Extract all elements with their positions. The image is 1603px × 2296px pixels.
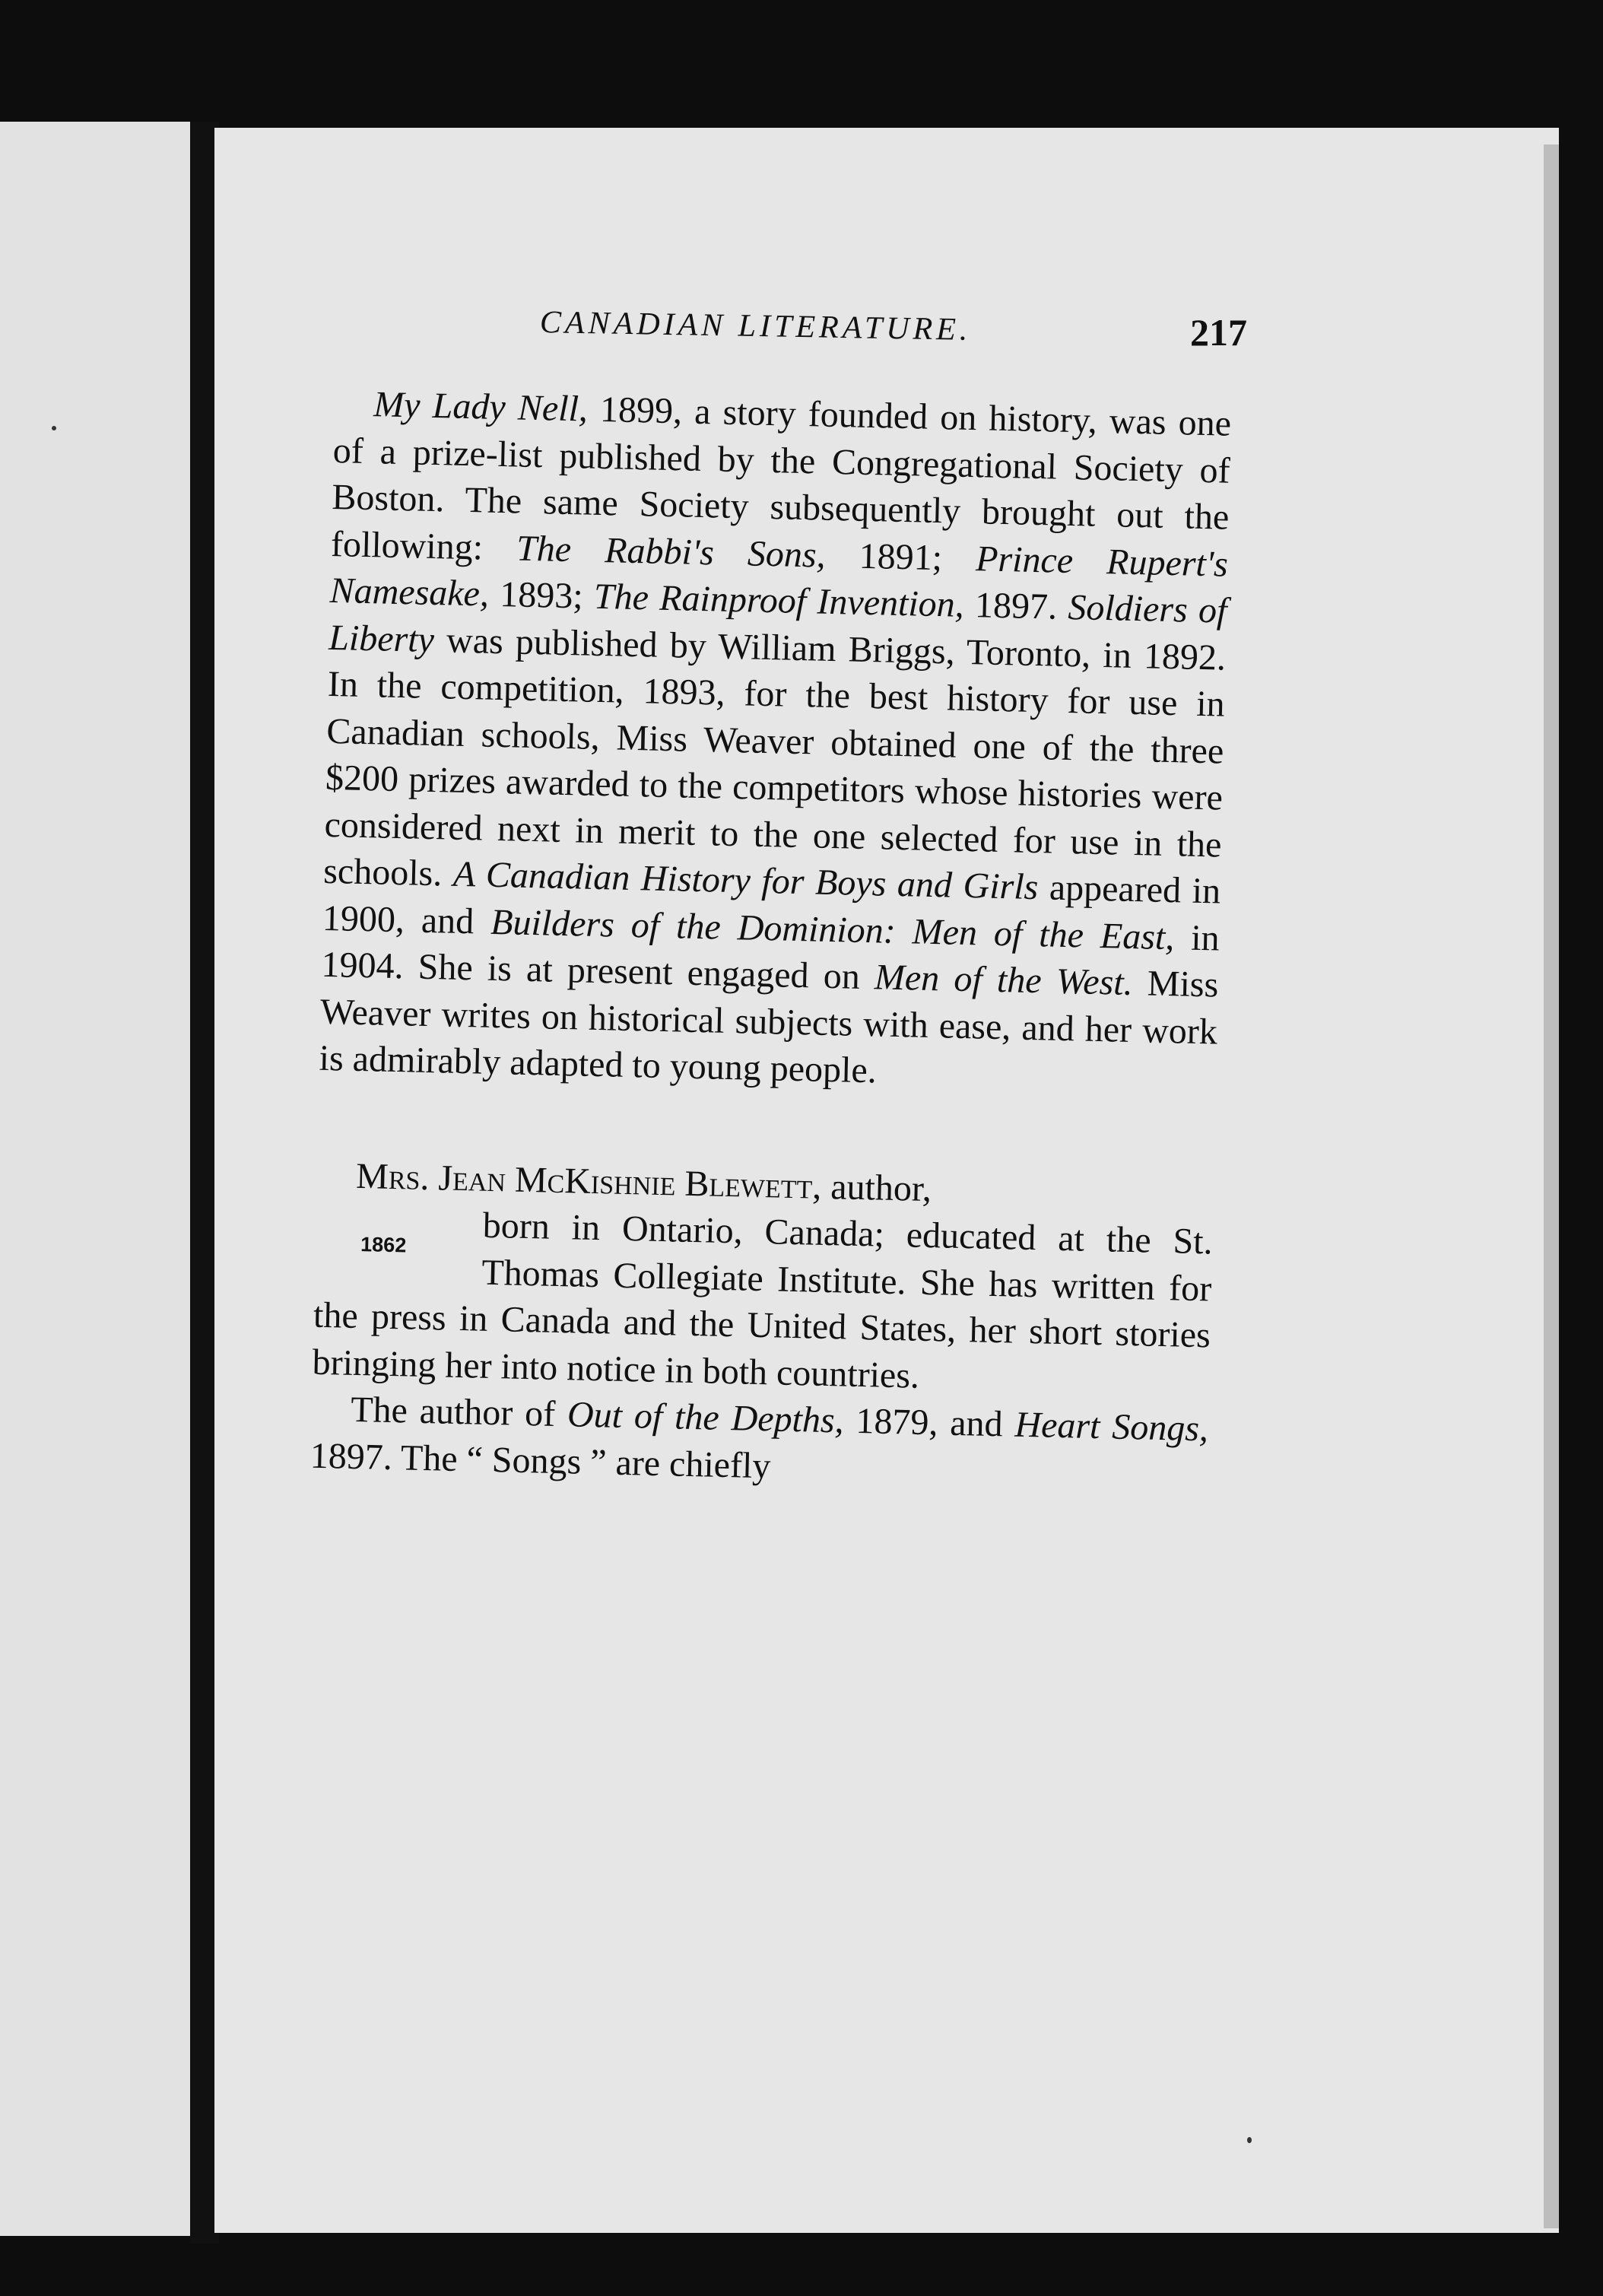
paragraph-weaver [319,380,1232,1102]
entry-name: Mrs. Jean McKishnie Blewett [355,1155,813,1207]
title-canadian-history: A Canadian History for Boys and Girls [452,853,1039,908]
page-edge-shadow [1544,144,1559,2228]
page-header [327,304,1247,365]
title-rabbis-sons: The Rabbi's Sons, [516,527,827,576]
title-builders-of-dominion: Builders of the Dominion: Men of the East, [490,901,1175,957]
text-run: 1893; [488,573,595,617]
text-run: 1897. The “ Songs ” are chiefly [309,1435,771,1486]
title-heart-songs: Heart Songs, [1014,1404,1209,1450]
text-run: 1879, and [843,1400,1016,1445]
text-run: appeared in 1900, and [322,867,1221,942]
page-body [309,380,1231,1499]
running-title: CANADIAN LITERATURE. [539,305,972,348]
title-men-of-the-west: Men of the West. [874,957,1134,1004]
text-run: in 1904. She is at present engaged on [320,916,1221,998]
title-my-lady-nell: My Lady Nell, [373,384,589,430]
text-run: The author of [350,1389,568,1435]
title-soldiers-of-liberty: Soldiers of Liberty [328,586,1228,660]
entry-role: , author, [811,1166,932,1209]
text-run: was published by William Briggs, Toronto, in 1892. In the competition, 1893, for the best history for use in Canadian schools, Miss Weaver obtained one of the three $200 prizes awarded to the competitors whose histories were considered next in merit to the one selected for use in the schools. [322,619,1227,894]
text-run: 1899, a story founded on history, was one of a prize-list published by the Congregational Society of Boston. The same Society subsequently brought out the following: [330,389,1232,568]
margin-year: 1862 [360,1233,407,1257]
page-number: 217 [1190,311,1247,354]
scan-speck [1247,2137,1252,2143]
facing-page-edge [0,122,199,2236]
title-rainproof-invention: The Rainproof Invention, [593,576,965,625]
entry-body [312,1199,1213,1406]
title-prince-ruperts-namesake: Prince Rupert's Namesake, [329,538,1229,614]
text-run: 1891; [825,535,976,579]
text-run: born in Ontario, Canada; educated at the St. Thomas Collegiate Institute. She has written for the press in Canada and the United States, her short stories bringing her into notice in both countries. [312,1205,1214,1396]
text-run: 1897. [963,584,1069,627]
scan-speck [52,426,56,430]
text-run: Miss Weaver writes on historical subjects with ease, and her work is admirably adapted to young people. [319,963,1219,1091]
title-out-of-the-depths: Out of the Depths, [567,1394,845,1441]
